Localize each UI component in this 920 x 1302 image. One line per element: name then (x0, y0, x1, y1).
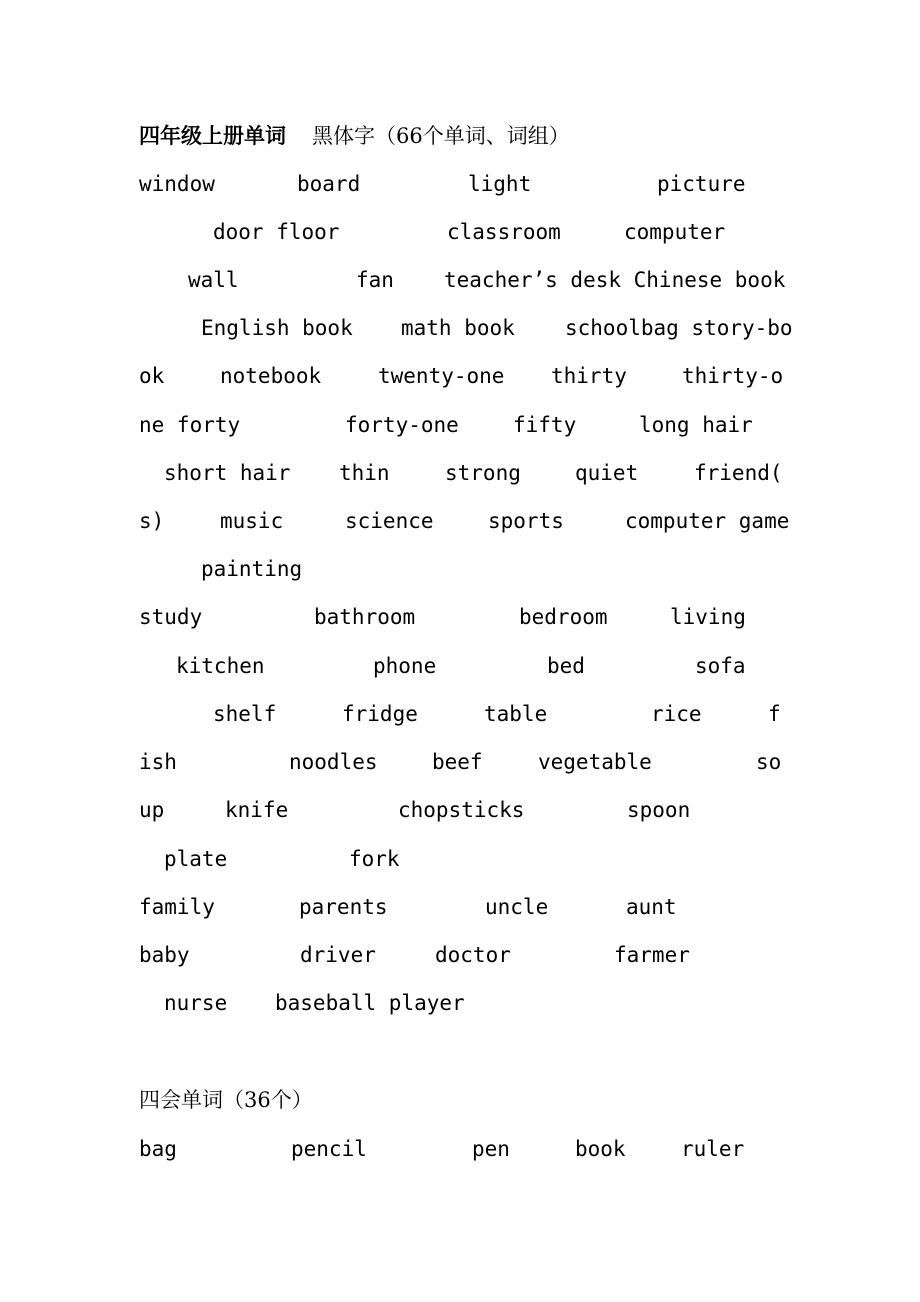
vocab-word: notebook (220, 364, 322, 388)
vocab-word: short hair (164, 461, 291, 485)
vocab-word: pen (472, 1137, 510, 1161)
vocab-word: farmer (614, 943, 690, 967)
vocab-word: plate (164, 847, 228, 871)
vocab-word: doctor (435, 943, 511, 967)
vocab-word: phone (373, 654, 437, 678)
vocab-word: sports (488, 509, 564, 533)
vocab-word: computer game (625, 509, 790, 533)
vocab-word: ish (139, 750, 177, 774)
vocab-word: noodles (289, 750, 378, 774)
vocab-line (0, 310, 920, 346)
vocab-line (0, 214, 920, 250)
heading-bold-title: 四年级上册单词 (139, 124, 286, 148)
vocab-word: study (139, 605, 203, 629)
vocab-word: long hair (639, 413, 753, 437)
vocab-line (0, 262, 920, 298)
vocab-word: pencil (291, 1137, 367, 1161)
vocab-word: science (345, 509, 434, 533)
vocab-word: vegetable (538, 750, 652, 774)
vocab-line (0, 503, 920, 539)
vocab-word: nurse (164, 991, 228, 1015)
vocab-line (0, 166, 920, 202)
vocab-word: painting (201, 557, 303, 581)
vocab-word: kitchen (176, 654, 265, 678)
vocab-word: thin (339, 461, 390, 485)
vocab-line (0, 937, 920, 973)
vocab-word: math book (401, 316, 515, 340)
heading-subtitle: 黑体字（66个单词、词组） (312, 124, 570, 148)
vocab-word: fridge (342, 702, 418, 726)
vocab-word: shelf (213, 702, 277, 726)
vocab-word: friend( (694, 461, 783, 485)
vocab-word: classroom (447, 220, 561, 244)
vocab-word: board (297, 172, 361, 196)
vocab-word: fan (356, 268, 394, 292)
vocab-word: so (756, 750, 782, 774)
vocab-word: schoolbag story-bo (565, 316, 793, 340)
vocab-word: sofa (695, 654, 746, 678)
vocab-line (0, 1131, 920, 1167)
vocab-word: table (484, 702, 548, 726)
vocab-word: book (575, 1137, 626, 1161)
vocab-word: thirty (551, 364, 627, 388)
vocab-word: f (768, 702, 781, 726)
vocab-word: window (139, 172, 215, 196)
vocab-word: up (139, 798, 165, 822)
vocab-line (0, 455, 920, 491)
vocab-word: bed (547, 654, 585, 678)
vocab-line (0, 648, 920, 684)
vocab-word: driver (300, 943, 376, 967)
vocab-word: English book (201, 316, 353, 340)
vocab-word: bedroom (519, 605, 608, 629)
vocab-word: family (139, 895, 215, 919)
vocab-word: parents (299, 895, 388, 919)
vocab-line (0, 696, 920, 732)
vocab-word: ruler (681, 1137, 745, 1161)
vocab-line (0, 551, 920, 587)
vocab-word: teacher’s desk Chinese book (444, 268, 786, 292)
vocab-line (0, 985, 920, 1021)
vocab-line (0, 407, 920, 443)
vocab-word: uncle (485, 895, 549, 919)
vocab-word: bag (139, 1137, 177, 1161)
vocab-line (0, 358, 920, 394)
vocab-word: aunt (626, 895, 677, 919)
vocab-word: knife (225, 798, 289, 822)
vocab-word: living (670, 605, 746, 629)
vocab-word: forty-one (345, 413, 459, 437)
vocab-word: fork (349, 847, 400, 871)
vocab-line (0, 889, 920, 925)
vocab-word: wall (188, 268, 239, 292)
vocab-line (0, 744, 920, 780)
vocab-word: baseball player (275, 991, 465, 1015)
vocab-word: ne forty (139, 413, 241, 437)
vocab-word: baby (139, 943, 190, 967)
vocab-word: music (220, 509, 284, 533)
vocab-word: bathroom (314, 605, 416, 629)
section-heading-grade4 (139, 118, 570, 154)
vocab-word: s) (139, 509, 165, 533)
vocab-word: door floor (213, 220, 340, 244)
vocab-word: light (468, 172, 532, 196)
vocab-word: twenty-one (378, 364, 505, 388)
vocab-word: spoon (627, 798, 691, 822)
vocab-word: chopsticks (398, 798, 525, 822)
vocab-line (0, 599, 920, 635)
vocab-word: ok (139, 364, 165, 388)
vocab-word: rice (651, 702, 702, 726)
vocab-word: beef (432, 750, 483, 774)
vocab-word: picture (657, 172, 746, 196)
vocab-word: fifty (513, 413, 577, 437)
vocab-word: strong (445, 461, 521, 485)
vocab-word: thirty-o (682, 364, 784, 388)
vocab-line (0, 792, 920, 828)
vocab-word: computer (624, 220, 726, 244)
vocab-line (0, 841, 920, 877)
section-heading-four-skills: 四会单词（36个） (139, 1088, 313, 1112)
vocab-word: quiet (575, 461, 639, 485)
